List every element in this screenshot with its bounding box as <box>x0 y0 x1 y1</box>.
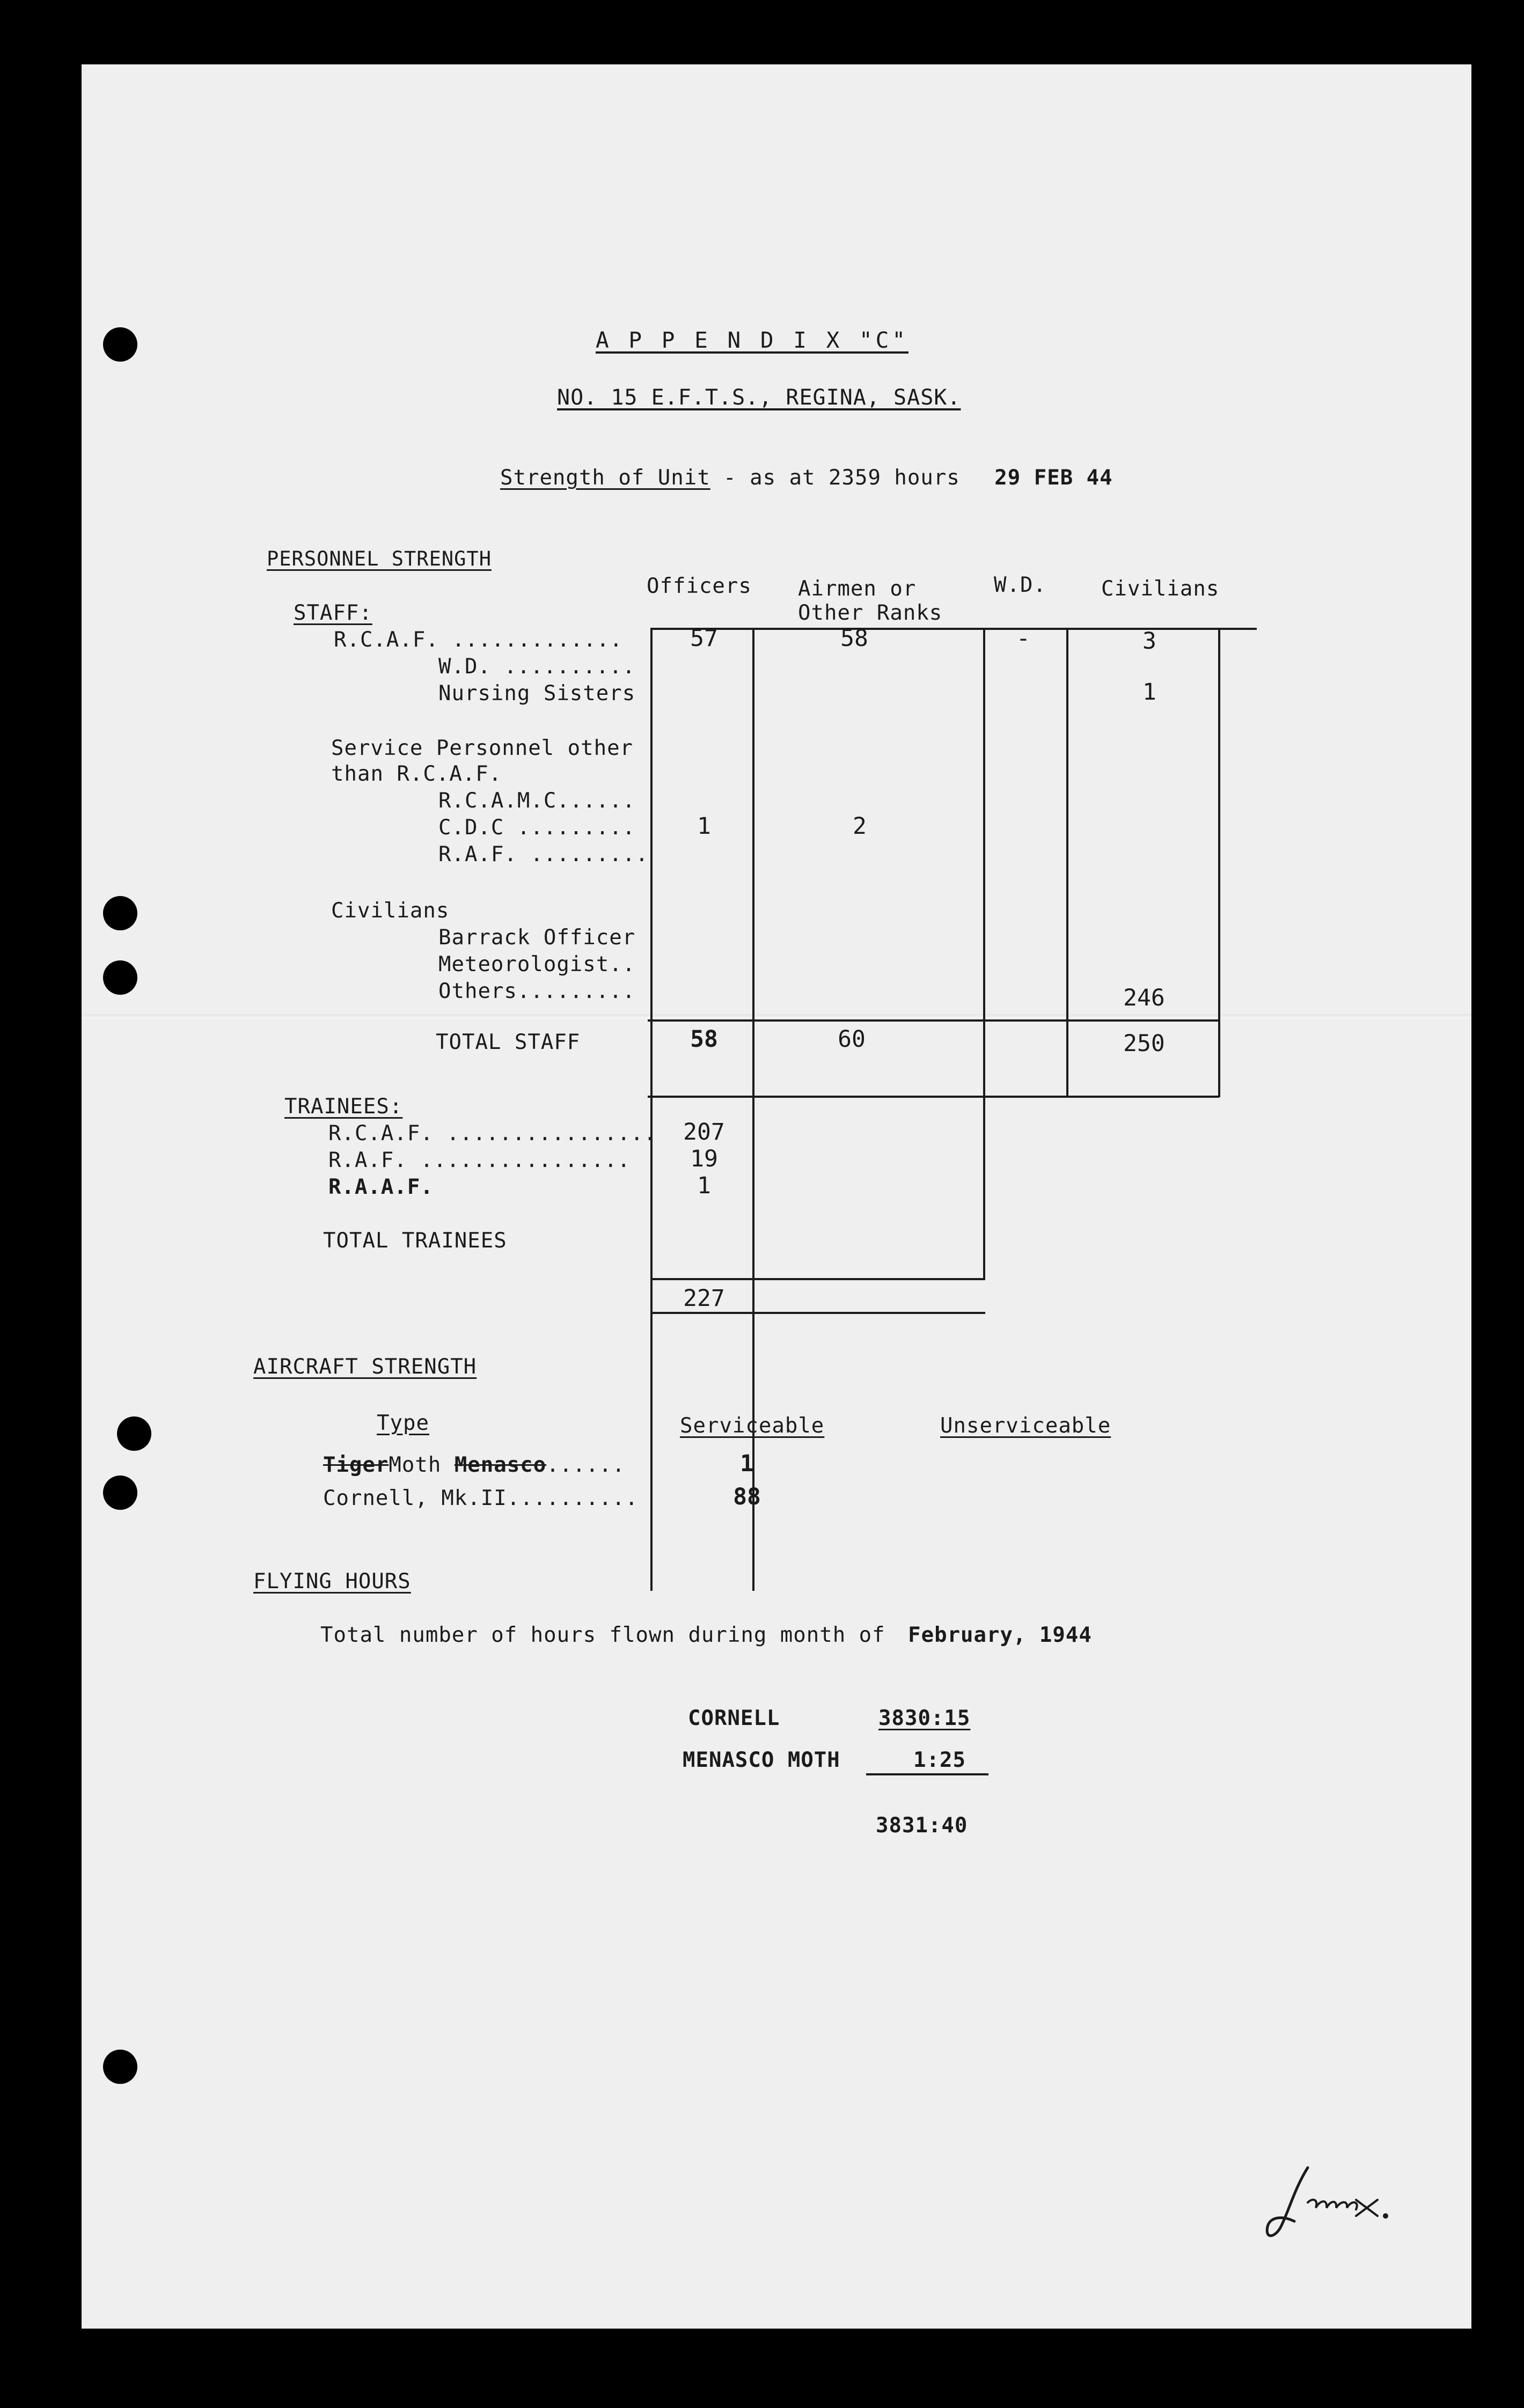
table-rule <box>1066 628 1068 1097</box>
col-airmen-1: Airmen or <box>798 577 917 601</box>
aircraft-moth-serviceable: 1 <box>740 1450 754 1477</box>
cornell-hours-label: CORNELL <box>688 1706 780 1730</box>
trainees-raf-value: 19 <box>690 1146 718 1172</box>
strength-date: 29 FEB 44 <box>994 466 1113 490</box>
trainees-raf: R.A.F. ................ <box>328 1148 631 1172</box>
aircraft-cornell-serviceable: 88 <box>733 1484 761 1510</box>
col-officers: Officers <box>647 574 752 598</box>
others-civilians-value: 246 <box>1123 985 1165 1011</box>
total-staff-label: TOTAL STAFF <box>436 1030 581 1054</box>
cdc-officers-value: 1 <box>697 813 711 840</box>
total-trainees-bottom-rule <box>650 1312 985 1314</box>
aircraft-col-type: Type <box>377 1411 429 1435</box>
total-hours-value: 3831:40 <box>876 1814 968 1838</box>
rcaf-officers-value: 57 <box>690 625 718 652</box>
trainees-raaf: R.A.A.F. <box>328 1175 434 1199</box>
table-rule <box>1218 628 1220 1097</box>
total-staff-airmen: 60 <box>838 1026 866 1053</box>
binder-hole <box>103 327 137 362</box>
aircraft-row-moth-label: Moth <box>389 1453 442 1477</box>
binder-hole <box>117 1416 151 1451</box>
trainees-heading: TRAINEES: <box>284 1095 403 1119</box>
staff-heading: STAFF: <box>294 601 372 625</box>
binder-hole <box>103 2050 137 2084</box>
total-trainees-value: 227 <box>683 1285 725 1312</box>
total-staff-officers: 58 <box>690 1026 718 1053</box>
trainees-rcaf: R.C.A.F. ................ <box>328 1121 657 1146</box>
strength-rest: - as at 2359 hours <box>723 466 960 490</box>
strength-line <box>500 466 1113 490</box>
total-trainees-label: TOTAL TRAINEES <box>323 1229 507 1253</box>
total-staff-rule <box>648 1019 1219 1022</box>
staff-barrack: Barrack Officer <box>438 926 636 950</box>
binder-hole <box>103 896 137 930</box>
total-staff-civilians: 250 <box>1123 1030 1165 1057</box>
table-rule <box>983 628 985 1280</box>
fold-line <box>82 1014 1471 1018</box>
binder-hole <box>103 1475 137 1510</box>
menasco-hours-value: 1:25 <box>913 1748 966 1772</box>
handwritten-initials <box>1257 2146 1418 2264</box>
staff-rcaf: R.C.A.F. ............. <box>334 628 623 652</box>
staff-wd: W.D. .......... <box>438 655 636 679</box>
staff-service-1: Service Personnel other <box>331 736 634 760</box>
trainees-rcaf-value: 207 <box>683 1119 725 1146</box>
staff-others: Others......... <box>438 979 636 1003</box>
personnel-heading: PERSONNEL STRENGTH <box>267 547 492 570</box>
total-staff-bottom-rule <box>648 1096 1219 1098</box>
total-trainees-rule <box>650 1278 985 1280</box>
staff-civilians: Civilians <box>331 899 450 923</box>
aircraft-col-serviceable: Serviceable <box>680 1414 825 1438</box>
staff-service-2: than R.C.A.F. <box>331 762 502 786</box>
aircraft-row-moth-struck: Tiger <box>323 1453 389 1477</box>
flying-sentence <box>320 1623 1092 1647</box>
rcaf-airmen-value: 58 <box>840 625 868 652</box>
cdc-airmen-value: 2 <box>853 813 867 840</box>
strength-label: Strength of Unit <box>500 466 710 490</box>
flying-month: February, 1944 <box>908 1623 1092 1647</box>
binder-hole <box>103 960 137 995</box>
staff-rcamc: R.C.A.M.C...... <box>438 789 636 813</box>
aircraft-row-moth <box>323 1453 625 1477</box>
trainees-raaf-value: 1 <box>697 1172 711 1199</box>
col-airmen-2: Other Ranks <box>798 601 943 625</box>
col-civilians: Civilians <box>1101 577 1220 601</box>
nursing-civilians-value: 1 <box>1142 679 1156 706</box>
staff-nursing: Nursing Sisters <box>438 681 636 706</box>
staff-met: Meteorologist.. <box>438 952 636 977</box>
table-rule <box>752 628 754 1591</box>
rcaf-civilians-value: 3 <box>1142 628 1156 655</box>
flying-sentence-text: Total number of hours flown during month of <box>320 1623 885 1647</box>
table-rule <box>650 628 653 1591</box>
staff-cdc: C.D.C ......... <box>438 816 636 840</box>
rcaf-wd-value: - <box>1016 625 1030 652</box>
menasco-hours-label: MENASCO MOTH <box>683 1748 840 1772</box>
aircraft-heading: AIRCRAFT STRENGTH <box>253 1355 477 1379</box>
aircraft-row-cornell: Cornell, Mk.II.......... <box>323 1486 639 1510</box>
flying-heading: FLYING HOURS <box>253 1569 411 1594</box>
cornell-hours-value: 3830:15 <box>878 1706 971 1730</box>
document-page <box>82 64 1471 2329</box>
aircraft-row-moth-dots: ...... <box>546 1453 626 1477</box>
col-wd: W.D. <box>994 573 1046 597</box>
aircraft-row-moth-overtype: Menasco <box>454 1453 547 1477</box>
aircraft-col-unserviceable: Unserviceable <box>940 1414 1111 1438</box>
appendix-title: A P P E N D I X "C" <box>596 327 908 353</box>
staff-raf: R.A.F. ......... <box>438 842 649 867</box>
unit-title: NO. 15 E.F.T.S., REGINA, SASK. <box>557 385 961 410</box>
menasco-hours-rule <box>866 1773 988 1775</box>
